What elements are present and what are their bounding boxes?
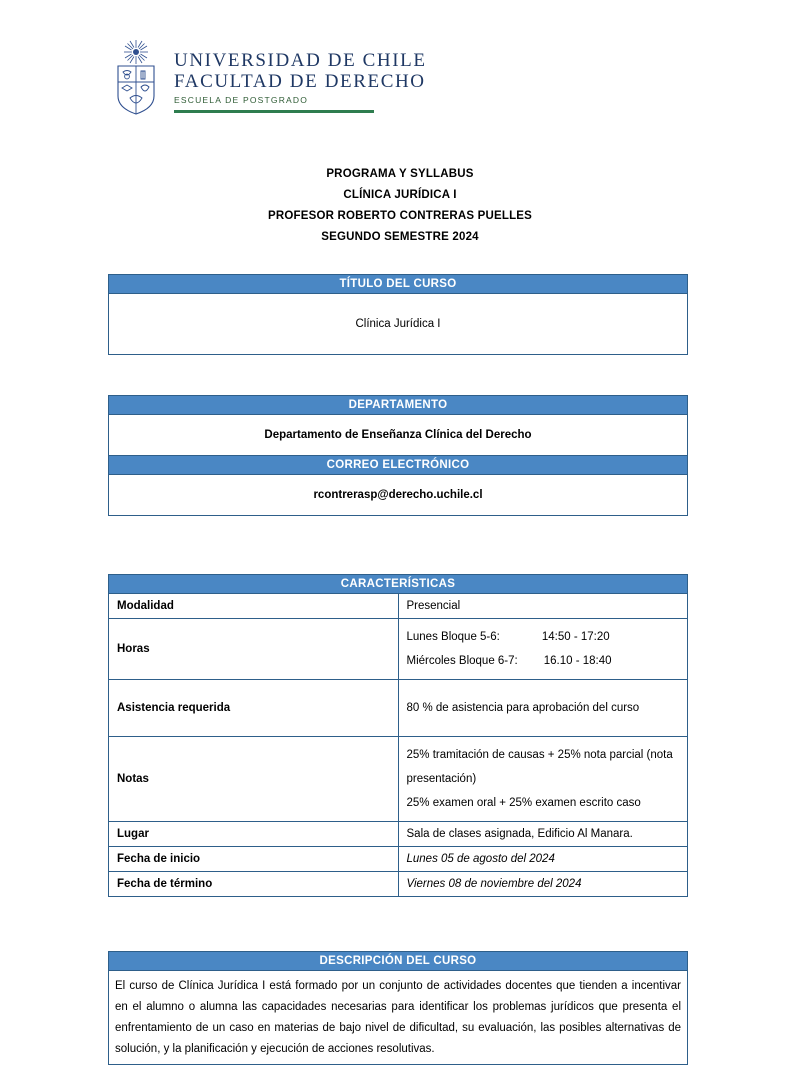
letterhead-school: ESCUELA DE POSTGRADO (174, 95, 309, 105)
university-crest-icon (110, 38, 162, 116)
table-row (109, 415, 688, 456)
letterhead-university: UNIVERSIDAD DE CHILE (174, 50, 427, 71)
table-row (109, 456, 688, 475)
horas-line-2 (407, 649, 680, 673)
row-label-modalidad: Modalidad (109, 594, 399, 619)
horas-miercoles-label: Miércoles Bloque 6-7: (406, 655, 518, 667)
title-line-1: PROGRAMA Y SYLLABUS (326, 168, 474, 180)
table-row (109, 575, 688, 594)
table-row (109, 396, 688, 415)
table-row (109, 475, 688, 516)
table-row (109, 872, 688, 897)
horas-lunes-time: 14:50 - 17:20 (541, 631, 610, 643)
horas-line-1 (407, 625, 680, 649)
row-label-lugar: Lugar (109, 822, 399, 847)
notas-line-2: 25% examen oral + 25% examen escrito caso (406, 797, 641, 809)
titulo-curso-header: TÍTULO DEL CURSO (109, 275, 688, 294)
table-row (109, 822, 688, 847)
notas-line-1: 25% tramitación de causas + 25% nota parcial (nota presentación) (406, 749, 673, 785)
letterhead (110, 38, 692, 130)
title-line-4: SEGUNDO SEMESTRE 2024 (321, 231, 479, 243)
title-line-3: PROFESOR ROBERTO CONTRERAS PUELLES (267, 210, 533, 222)
table-row (109, 294, 688, 355)
table-caracteristicas (108, 574, 688, 897)
row-value-asistencia: 80 % de asistencia para aprobación del curso (398, 680, 688, 737)
row-value-notas (398, 737, 688, 822)
row-label-fecha-inicio: Fecha de inicio (109, 847, 399, 872)
row-value-fecha-termino: Viernes 08 de noviembre del 2024 (398, 872, 688, 897)
table-departamento (108, 395, 688, 516)
table-descripcion (108, 951, 688, 1065)
table-row (109, 952, 688, 971)
letterhead-faculty: FACULTAD DE DERECHO (174, 71, 426, 92)
table-row (109, 619, 688, 680)
row-value-modalidad: Presencial (398, 594, 688, 619)
table-titulo-curso (108, 274, 688, 355)
caracteristicas-header: CARACTERÍSTICAS (109, 575, 688, 594)
row-label-notas: Notas (109, 737, 399, 822)
table-row (109, 594, 688, 619)
table-row (109, 737, 688, 822)
departamento-value: Departamento de Enseñanza Clínica del Derecho (109, 415, 688, 456)
row-label-horas: Horas (109, 619, 399, 680)
row-label-fecha-termino: Fecha de término (109, 872, 399, 897)
horas-lunes-label: Lunes Bloque 5-6: (406, 631, 500, 643)
row-label-asistencia: Asistencia requerida (109, 680, 399, 737)
title-line-2: CLÍNICA JURÍDICA I (343, 189, 457, 201)
descripcion-body: El curso de Clínica Jurídica I está formado por un conjunto de actividades docentes que tienden a incentivar en el alumno o alumna las capacidades necesarias para identificar los problemas jurídicos que presenta el enfrentamiento de un caso en materias de bajo nivel de dificultad, su evaluación, las posibles alternativas de solución, y la planificación y ejecución de acciones resolutivas. (109, 971, 688, 1065)
row-value-fecha-inicio: Lunes 05 de agosto del 2024 (398, 847, 688, 872)
letterhead-text (174, 38, 427, 113)
horas-miercoles-time: 16.10 - 18:40 (543, 655, 612, 667)
row-value-lugar: Sala de clases asignada, Edificio Al Manara. (398, 822, 688, 847)
departamento-header: DEPARTAMENTO (109, 396, 688, 415)
page-title (108, 164, 692, 248)
correo-header: CORREO ELECTRÓNICO (109, 456, 688, 475)
table-row (109, 275, 688, 294)
titulo-curso-value: Clínica Jurídica I (109, 294, 688, 355)
table-row (109, 680, 688, 737)
table-row (109, 971, 688, 1065)
row-value-horas (398, 619, 688, 680)
table-row (109, 847, 688, 872)
correo-value: rcontrerasp@derecho.uchile.cl (109, 475, 688, 516)
letterhead-rule (174, 110, 374, 113)
descripcion-header: DESCRIPCIÓN DEL CURSO (109, 952, 688, 971)
